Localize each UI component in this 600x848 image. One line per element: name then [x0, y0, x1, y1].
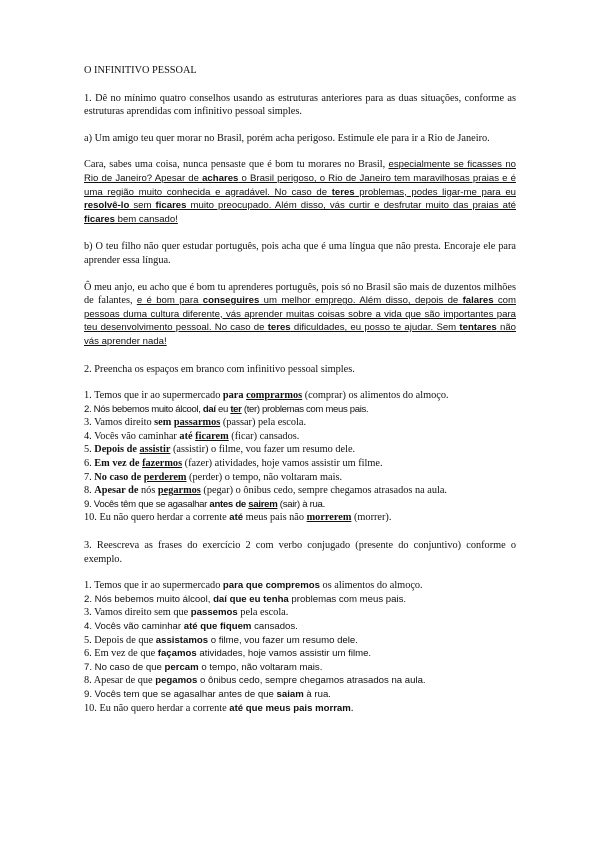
- answer-1b: Ô meu anjo, eu acho que é bom tu aprenderes português, pois só no Brasil são mais de duzentos milhões de falantes, e é bom para conseguires um melhor emprego. Além disso, depois de falares com pessoas duma cultura diferente, vás aprender muitas coisas sobre a vida que são importantes para teu desenvolvimento pessoal. No caso de teres dificuldades, eu posso te ajudar. Sem tentares não vás aprender nada!: [84, 281, 517, 347]
- question-1-prompt: 1. Dê no mínimo quatro conselhos usando as estruturas anteriores para as duas situações, conforme as estruturas aprendidas com infinitivo pessoal simples.: [84, 92, 516, 118]
- list-item: 8. Apesar de que pegamos o ônibus cedo, sempre chegamos atrasados na aula.: [84, 675, 426, 687]
- list-item: 9. Vocês tem que se agasalhar antes de que saiam à rua.: [84, 688, 331, 700]
- list-item: 2. Nós bebemos muito álcool, daí que eu tenha problemas com meus pais.: [84, 593, 407, 605]
- list-item: 5. Depois de assistir (assistir) o filme, vou fazer um resumo dele.: [84, 444, 356, 456]
- list-item: 9. Vocês têm que se agasalhar antes de sairem (sair) à rua.: [84, 498, 325, 510]
- list-item: 6. Em vez de fazermos (fazer) atividades, hoje vamos assistir um filme.: [84, 458, 383, 470]
- question-2-list: [84, 389, 516, 525]
- list-item: 2. Nós bebemos muito álcool, daí eu ter (ter) problemas com meus pais.: [84, 403, 369, 415]
- list-item: 1. Temos que ir ao supermercado para comprarmos (comprar) os alimentos do almoço.: [84, 390, 449, 402]
- list-item: 5. Depois de que assistamos o filme, vou fazer um resumo dele.: [84, 634, 358, 646]
- question-2-prompt: 2. Preencha os espaços em branco com infinitivo pessoal simples.: [84, 363, 355, 375]
- answer-1a: Cara, sabes uma coisa, nunca pensaste que é bom tu morares no Brasil, especialmente se ficasses no Rio de Janeiro? Apesar de achares o Brasil perigoso, o Rio de Janeiro tem maravilhosas praias e é uma região muito conhecida e agradável. No caso de teres problemas, podes ligar-me para eu resolvê-lo sem ficares muito preocupado. Além disso, vás curtir e desfrutar muito das praias até ficares bem cansado!: [84, 159, 516, 225]
- list-item: 4. Vocês vão caminhar até que fiquem cansados.: [84, 621, 298, 632]
- document-title: O INFINITIVO PESSOAL: [84, 65, 197, 76]
- list-item: 8. Apesar de nós pegarmos (pegar) o ônibus cedo, sempre chegamos atrasados na aula.: [84, 485, 447, 497]
- list-item: 10. Eu não quero herdar a corrente até que meus pais morram.: [84, 702, 354, 714]
- list-item: 3. Vamos direito sem passarmos (passar) pela escola.: [84, 417, 307, 429]
- question-1a-prompt: a) Um amigo teu quer morar no Brasil, porém acha perigoso. Estimule ele para ir a Rio de Janeiro.: [84, 132, 490, 144]
- question-3-list: [84, 579, 516, 715]
- list-item: 7. No caso de perderem (perder) o tempo, não voltaram mais.: [84, 471, 343, 483]
- list-item: 6. Em vez de que façamos atividades, hoje vamos assistir um filme.: [84, 648, 372, 660]
- list-item: 1. Temos que ir ao supermercado para que compremos os alimentos do almoço.: [84, 580, 423, 592]
- list-item: 7. No caso de que percam o tempo, não voltaram mais.: [84, 661, 323, 673]
- list-item: 10. Eu não quero herdar a corrente até meus pais não morrerem (morrer).: [84, 512, 392, 524]
- list-item: 3. Vamos direito sem que passemos pela escola.: [84, 607, 289, 619]
- list-item: 4. Vocês vão caminhar até ficarem (ficar) cansados.: [84, 430, 300, 442]
- question-3-prompt: 3. Reescreva as frases do exercício 2 com verbo conjugado (presente do conjuntivo) conforme o exemplo.: [84, 540, 516, 565]
- question-1b-prompt: b) O teu filho não quer estudar português, pois acha que é uma língua que não presta. Encoraje ele para aprender essa língua.: [84, 241, 516, 266]
